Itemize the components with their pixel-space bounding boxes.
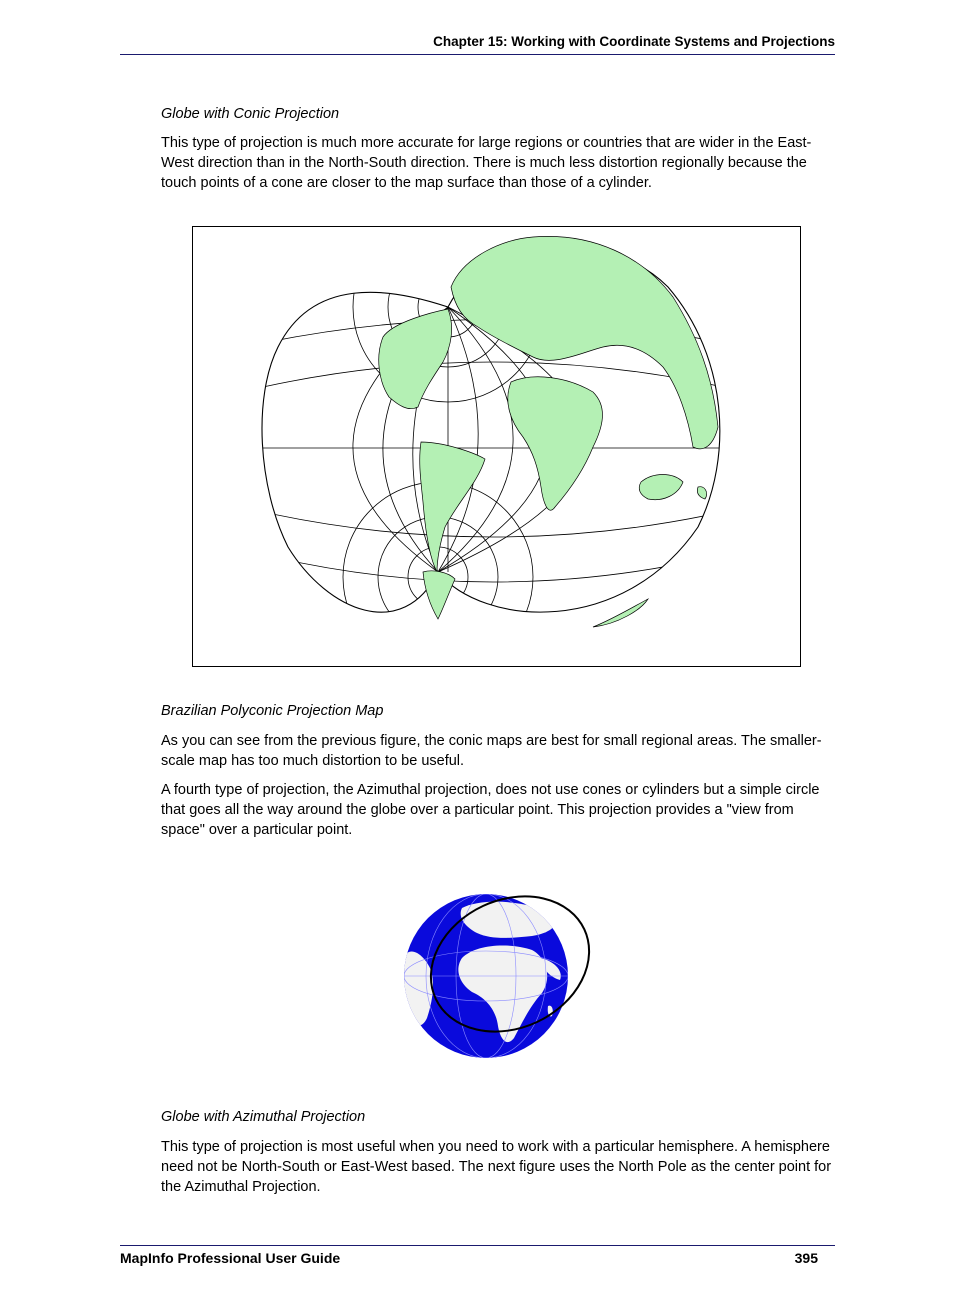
azimuthal-globe [402,888,597,1068]
caption-polyconic-map: Brazilian Polyconic Projection Map [161,703,384,719]
azimuthal-globe-figure [402,888,597,1068]
paragraph-azimuthal-intro: A fourth type of projection, the Azimuthal projection, does not use cones or cylinders but a simple circle that goes all the way around the globe over a particular point. This projection provides a "view from space" over a particular point. [161,782,820,838]
chapter-title: Chapter 15: Working with Coordinate Systems and Projections [433,34,835,49]
africa-landmass [508,377,603,510]
antarctica-landmass [423,571,455,619]
south-america-landmass [420,442,485,572]
paragraph-conic: This type of projection is much more accurate for large regions or countries that are wider in the East-West direction than in the North-South direction. There is much less distortion regionally because the touch points of a cone are closer to the map surface than those of a cylinder. [161,135,812,191]
antarctic-arc [593,599,648,627]
page-number: 395 [794,1250,818,1266]
australia-landmass [639,475,683,500]
continents [379,236,718,627]
caption-conic-globe: Globe with Conic Projection [161,106,340,122]
polyconic-map [193,227,800,666]
footer-rule [120,1245,835,1246]
paragraph-conic-small-scale: As you can see from the previous figure, the conic maps are best for small regional areas. The smaller-scale map has too much distortion to be useful. [161,733,822,769]
paragraph-azimuthal-usage: This type of projection is most useful when you need to work with a particular hemisphere. A hemisphere need not be North-South or East-West based. The next figure uses the North Pole as the center point for the Azimuthal Projection. [161,1139,832,1195]
polyconic-map-figure [192,226,801,667]
islands-east [697,487,706,499]
guide-title: MapInfo Professional User Guide [120,1250,341,1266]
caption-azimuthal-globe: Globe with Azimuthal Projection [161,1109,366,1125]
header-rule [120,54,835,55]
